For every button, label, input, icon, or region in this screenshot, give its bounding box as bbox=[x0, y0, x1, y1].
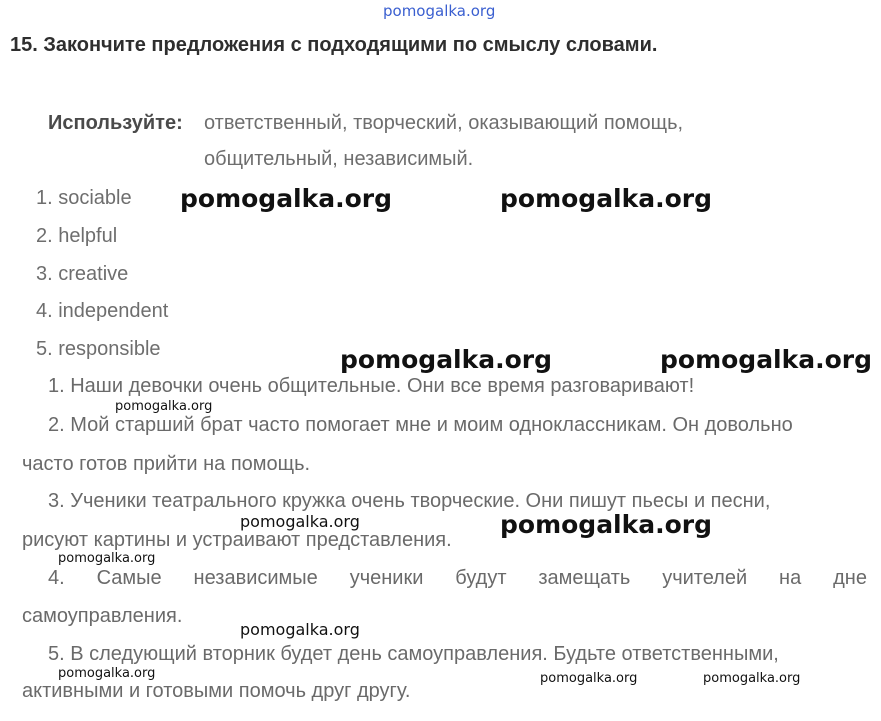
watermark: pomogalka.org bbox=[500, 184, 713, 213]
watermark: pomogalka.org bbox=[500, 510, 713, 539]
word-item: 1. sociable bbox=[36, 187, 132, 209]
sentence-4-word: дне bbox=[833, 567, 867, 589]
use-words-line-2: общительный, независимый. bbox=[204, 148, 474, 170]
sentence-4-word: учителей bbox=[662, 567, 748, 589]
sentence-2-line-2: часто готов прийти на помощь. bbox=[22, 453, 311, 475]
sentence-4-word: ученики bbox=[349, 567, 424, 589]
sentence-3-line-2: рисуют картины и устраивают представления. bbox=[22, 529, 452, 551]
use-words-line-1: ответственный, творческий, оказывающий помощь, bbox=[204, 112, 684, 134]
word-item: 3. creative bbox=[36, 263, 129, 285]
watermark: pomogalka.org bbox=[115, 399, 213, 414]
sentence-2-line-1: 2. Мой старший брат часто помогает мне и моим одноклассникам. Он довольно bbox=[48, 414, 793, 436]
watermark: pomogalka.org bbox=[340, 345, 553, 374]
watermark: pomogalka.org bbox=[240, 620, 360, 639]
watermark: pomogalka.org bbox=[58, 666, 156, 681]
watermark: pomogalka.org bbox=[240, 512, 360, 531]
sentence-1: 1. Наши девочки очень общительные. Они все время разговаривают! bbox=[48, 375, 695, 397]
sentence-5-line-2: активными и готовыми помочь друг другу. bbox=[22, 680, 411, 702]
word-item: 4. independent bbox=[36, 300, 169, 322]
sentence-4-word: замещать bbox=[538, 567, 631, 589]
exercise-title: 15. Закончите предложения с подходящими по смыслу словами. bbox=[10, 34, 658, 56]
sentence-4-word: независимые bbox=[193, 567, 318, 589]
sentence-4-word: будут bbox=[455, 567, 507, 589]
sentence-4-word: на bbox=[779, 567, 802, 589]
header-watermark: pomogalka.org bbox=[383, 2, 496, 20]
sentence-4-word: 4. bbox=[48, 567, 65, 589]
watermark: pomogalka.org bbox=[703, 671, 801, 686]
watermark: pomogalka.org bbox=[660, 345, 873, 374]
sentence-4-line-2: самоуправления. bbox=[22, 605, 183, 627]
sentence-3-line-1: 3. Ученики театрального кружка очень творческие. Они пишут пьесы и песни, bbox=[48, 490, 771, 512]
watermark: pomogalka.org bbox=[540, 671, 638, 686]
word-item: 5. responsible bbox=[36, 338, 161, 360]
sentence-4-line-1 bbox=[48, 567, 867, 590]
sentence-5-line-1: 5. В следующий вторник будет день самоуправления. Будьте ответственными, bbox=[48, 643, 779, 665]
watermark: pomogalka.org bbox=[180, 184, 393, 213]
word-item: 2. helpful bbox=[36, 225, 118, 247]
sentence-4-word: Самые bbox=[96, 567, 162, 589]
use-label: Используйте: bbox=[48, 112, 183, 134]
watermark: pomogalka.org bbox=[58, 551, 156, 566]
